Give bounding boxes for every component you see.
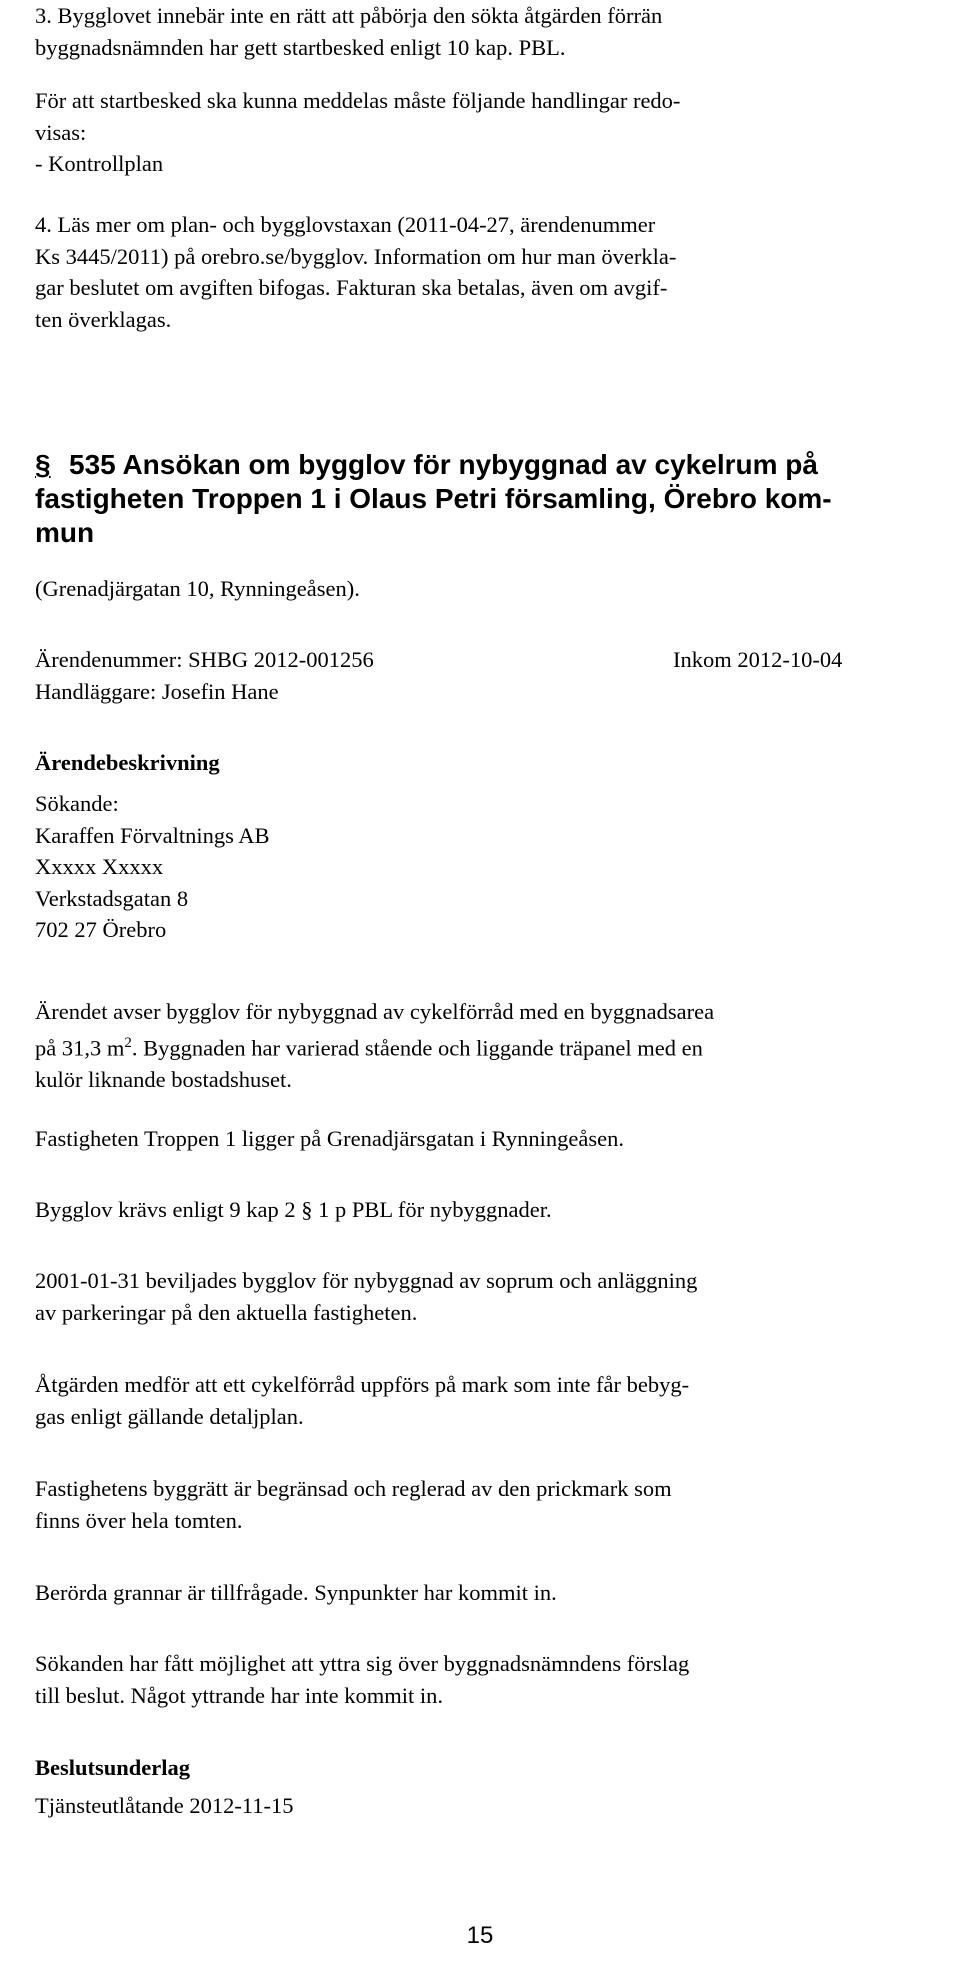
- case-handler: Handläggare: Josefin Hane: [35, 679, 279, 704]
- text-line: gar beslutet om avgiften bifogas. Fakturan ska betalas, även om avgif-: [35, 275, 668, 300]
- text-line: - Kontrollplan: [35, 151, 164, 176]
- text-fragment: på 31,3 m: [35, 1035, 125, 1060]
- applicant-line: Sökande:: [35, 791, 119, 816]
- text-line: gas enligt gällande detaljplan.: [35, 1403, 304, 1429]
- paragraph-2: [35, 1123, 935, 1155]
- item-4-text: [35, 209, 935, 335]
- text-line: Åtgärden medför att ett cykelförråd uppförs på mark som inte får bebyg-: [35, 1372, 690, 1397]
- paragraph-1: [35, 996, 935, 1095]
- text-line: Fastighetens byggrätt är begränsad och reglerad av den prickmark som: [35, 1476, 672, 1501]
- superscript: 2: [124, 1034, 132, 1051]
- text-line: Sökanden har fått möjlighet att yttra sig över byggnadsnämndens förslag: [35, 1651, 690, 1676]
- text-line: Bygglov krävs enligt 9 kap 2 § 1 p PBL för nybyggnader.: [35, 1197, 552, 1222]
- text-line: Berörda grannar är tillfrågade. Synpunkter har kommit in.: [35, 1580, 557, 1605]
- section-title-line: mun: [35, 517, 95, 548]
- basis-heading: Beslutsunderlag: [35, 1755, 191, 1780]
- startbesked-text: [35, 85, 935, 180]
- paragraph-sign: §: [35, 449, 51, 480]
- text-line: 3. Bygglovet innebär inte en rätt att påbörja den sökta åtgärden förrän: [35, 3, 663, 28]
- text-line: 2001-01-31 beviljades bygglov för nybyggnad av soprum och anläggning: [35, 1268, 698, 1293]
- text-line: ten överklagas.: [35, 306, 172, 332]
- paragraph-6: [35, 1473, 935, 1536]
- text-line: till beslut. Något yttrande har inte kommit in.: [35, 1682, 444, 1708]
- applicant-line: 702 27 Örebro: [35, 917, 167, 942]
- item-3-text: [35, 0, 935, 63]
- case-number: Ärendenummer: SHBG 2012-001256: [35, 647, 374, 672]
- basis-text: Tjänsteutlåtande 2012-11-15: [35, 1793, 294, 1818]
- text-line: 4. Läs mer om plan- och bygglovstaxan (2011-04-27, ärendenummer: [35, 212, 656, 237]
- paragraph-7: [35, 1577, 935, 1609]
- applicant-line: Verkstadsgatan 8: [35, 885, 189, 911]
- page-number: 15: [466, 1922, 494, 1949]
- section-address: (Grenadjärgatan 10, Rynningeåsen).: [35, 576, 360, 601]
- paragraph-4: [35, 1265, 935, 1328]
- text-line: För att startbesked ska kunna meddelas måste följande handlingar redo-: [35, 88, 681, 113]
- case-number-row: [35, 644, 935, 676]
- text-line: byggnadsnämnden har gett startbesked enligt 10 kap. PBL.: [35, 34, 566, 60]
- paragraph-8: [35, 1648, 935, 1711]
- received-date: Inkom 2012-10-04: [673, 647, 843, 672]
- section-title-line: fastigheten Troppen 1 i Olaus Petri församling, Örebro kom-: [35, 483, 832, 514]
- text-line: kulör liknande bostadshuset.: [35, 1066, 292, 1092]
- section-title-line: 535 Ansökan om bygglov för nybyggnad av cykelrum på: [69, 449, 818, 480]
- text-line: Ärendet avser bygglov för nybyggnad av cykelförråd med en byggnadsarea: [35, 999, 715, 1024]
- text-fragment: . Byggnaden har varierad stående och liggande träpanel med en: [131, 1035, 703, 1060]
- text-line: visas:: [35, 119, 87, 145]
- paragraph-3: [35, 1194, 935, 1226]
- description-heading: Ärendebeskrivning: [35, 750, 220, 775]
- text-line: finns över hela tomten.: [35, 1507, 243, 1533]
- text-line: Ks 3445/2011) på orebro.se/bygglov. Information om hur man överkla-: [35, 243, 677, 269]
- text-line: av parkeringar på den aktuella fastigheten.: [35, 1299, 418, 1325]
- paragraph-5: [35, 1369, 935, 1432]
- applicant-block: [35, 788, 935, 946]
- section-heading: [35, 448, 935, 550]
- applicant-line: Karaffen Förvaltnings AB: [35, 822, 270, 848]
- text-line: Fastigheten Troppen 1 ligger på Grenadjärsgatan i Rynningeåsen.: [35, 1126, 624, 1151]
- applicant-line: Xxxxx Xxxxx: [35, 854, 164, 879]
